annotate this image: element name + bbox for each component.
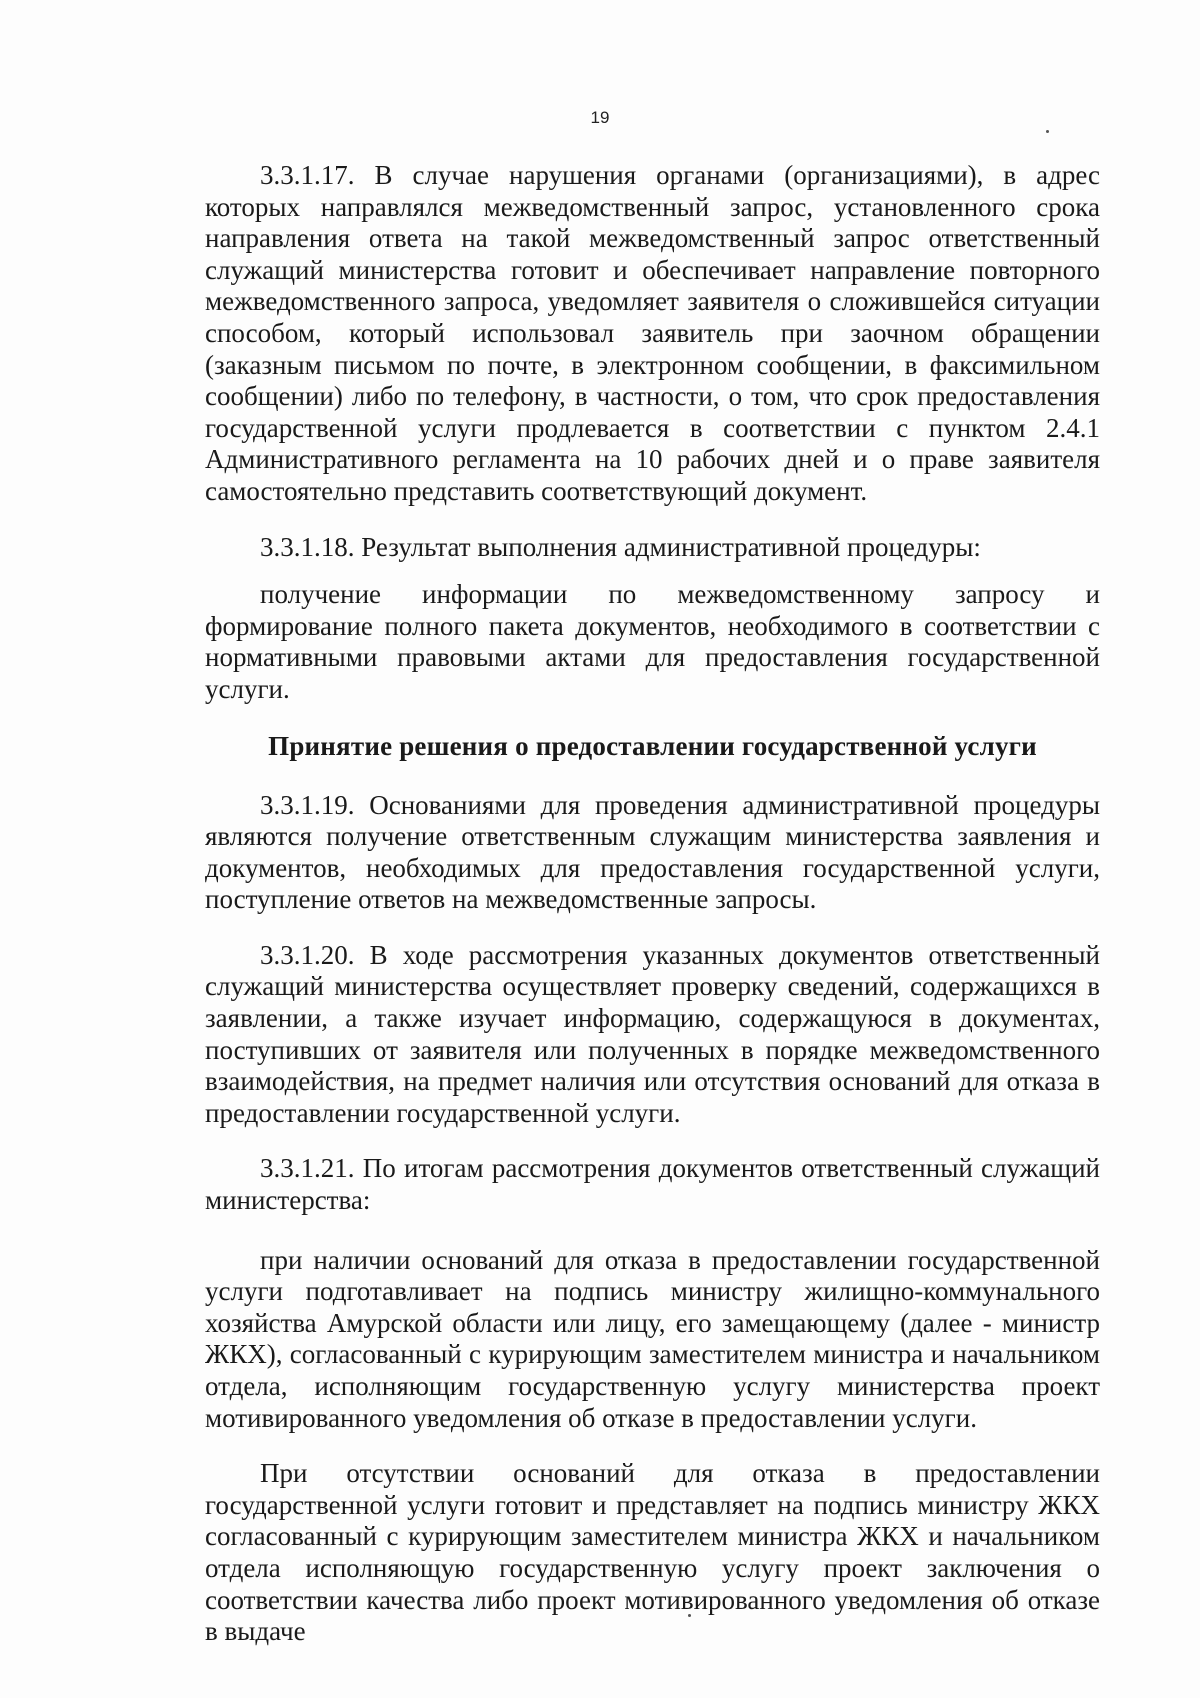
paragraph-no-refusal-case: При отсутствии оснований для отказа в предоставлении государственной услуги готовит и представляет на подпись министру ЖКХ согласованный с курирующим заместителем министра ЖКХ и начальником отдела исполняющую государственную услугу проект заключения о соответствии качества либо проект мотивированного уведомления об отказе в выдаче bbox=[205, 1458, 1100, 1647]
paragraph-3-3-1-18: 3.3.1.18. Результат выполнения административной процедуры: bbox=[260, 531, 981, 562]
page-number: 19 bbox=[590, 108, 610, 127]
paragraph-result: получение информации по межведомственному запросу и формирование полного пакета документов, необходимого в соответствии с нормативными правовыми актами для предоставления государственной услуги. bbox=[205, 579, 1100, 704]
document-body bbox=[205, 160, 1100, 1672]
paragraph-3-3-1-19: 3.3.1.19. Основаниями для проведения административной процедуры являются получение ответственным служащим министерства заявления и документов, необходимых для предоставления государственной услуги, поступление ответов на межведомственные запросы. bbox=[205, 789, 1100, 915]
paragraph-3-3-1-21: 3.3.1.21. По итогам рассмотрения документов ответственный служащий министерства: bbox=[205, 1153, 1100, 1216]
scan-speck bbox=[1046, 130, 1049, 133]
paragraph-3-3-1-20: 3.3.1.20. В ходе рассмотрения указанных документов ответственный служащий министерства осуществляет проверку сведений, содержащихся в заявлении, а также изучает информацию, содержащуюся в документах, поступивших от заявителя или полученных в порядке межведомственного взаимодействия, на предмет наличия или отсутствия оснований для отказа в предоставлении государственной услуги. bbox=[205, 939, 1100, 1128]
section-heading: Принятие решения о предоставлении государственной услуги bbox=[268, 730, 1037, 761]
paragraph-3-3-1-17: 3.3.1.17. В случае нарушения органами (организациями), в адрес которых направлялся межведомственный запрос, установленного срока направления ответа на такой межведомственный запрос ответственный служащий министерства готовит и обеспечивает направление повторного межведомственного запроса, уведомляет заявителя о сложившейся ситуации способом, который использовал заявитель при заочном обращении (заказным письмом по почте, в электронном сообщении, в факсимильном сообщении) либо по телефону, в частности, о том, что срок предоставления государственной услуги продлевается в соответствии с пунктом 2.4.1 Административного регламента на 10 рабочих дней и о праве заявителя самостоятельно представить соответствующий документ. bbox=[205, 160, 1100, 506]
paragraph-refusal-case: при наличии оснований для отказа в предоставлении государственной услуги подготавливает на подпись министру жилищно-коммунального хозяйства Амурской области или лицу, его замещающему (далее - министр ЖКХ), согласованный с курирующим заместителем министра и начальником отдела, исполняющим государственную услугу министерства проект мотивированного уведомления об отказе в предоставлении услуги. bbox=[205, 1244, 1100, 1433]
